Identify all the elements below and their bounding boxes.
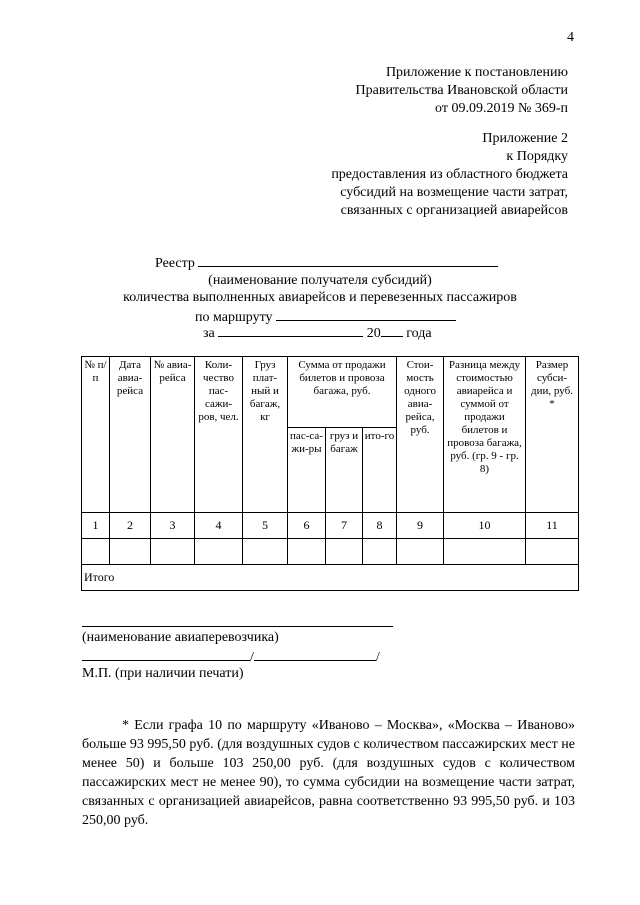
registry-word: Реестр	[155, 256, 195, 271]
header-flight-number: № авиа-рейса	[151, 357, 195, 513]
column-number: 10	[444, 513, 526, 539]
table-cell	[363, 539, 397, 565]
header-subsidy: Размер субси-дии, руб. *	[526, 357, 579, 513]
header-flight-date: Дата авиа-рейса	[110, 357, 151, 513]
signature-separator: /	[250, 650, 254, 665]
header-difference: Разница между стоимостью авиарейса и суммой от продажи билетов и провоза багажа, руб. (гр. 9 - гр. 8)	[444, 357, 526, 513]
header-passenger-count: Коли-чество пас-сажи-ров, чел.	[195, 357, 243, 513]
period-prefix: за	[203, 326, 215, 341]
header-flight-cost: Стои-мость одного авиа-рейса, руб.	[397, 357, 444, 513]
total-label: Итого	[82, 565, 579, 591]
table-row	[82, 539, 579, 565]
carrier-blank-line	[82, 626, 393, 627]
appendix-order-line3: предоставления из областного бюджета	[331, 167, 568, 182]
recipient-blank-line	[198, 252, 498, 267]
appendix-order-line2: к Порядку	[506, 149, 568, 164]
column-number: 9	[397, 513, 444, 539]
table-cell	[110, 539, 151, 565]
name-blank-line	[254, 646, 376, 661]
carrier-hint: (наименование авиаперевозчика)	[82, 630, 279, 645]
total-row	[82, 565, 579, 591]
appendix-order-block	[331, 130, 568, 220]
table-cell	[288, 539, 326, 565]
column-number: 3	[151, 513, 195, 539]
route-label: по маршруту	[195, 310, 273, 325]
year-prefix: 20	[366, 326, 381, 341]
table-cell	[195, 539, 243, 565]
registry-title-line	[155, 252, 498, 273]
column-number-row	[82, 513, 579, 539]
column-number: 8	[363, 513, 397, 539]
table-cell	[397, 539, 444, 565]
appendix-resolution-line2: Правительства Ивановской области	[355, 83, 568, 98]
header-cargo: Груз плат-ный и багаж, кг	[243, 357, 288, 513]
header-total-sum: ито-го	[363, 428, 397, 513]
table-cell	[243, 539, 288, 565]
signature-blank-line	[82, 646, 250, 661]
appendix-resolution-line1: Приложение к постановлению	[385, 65, 568, 80]
year-blank-line	[381, 322, 403, 337]
page-number: 4	[567, 30, 574, 45]
table-cell	[526, 539, 579, 565]
table-cell	[82, 539, 110, 565]
column-number: 1	[82, 513, 110, 539]
column-number: 7	[326, 513, 363, 539]
appendix-order-line1: Приложение 2	[482, 131, 568, 146]
registry-subtitle: количества выполненных авиарейсов и перевезенных пассажиров	[123, 290, 517, 305]
header-passengers-sum: пас-са-жи-ры	[288, 428, 326, 513]
appendix-resolution-line3: от 09.09.2019 № 369-п	[435, 101, 568, 116]
footnote	[82, 716, 575, 830]
period-line	[203, 322, 432, 343]
appendix-resolution-block	[356, 64, 568, 118]
seal-note: М.П. (при наличии печати)	[82, 666, 244, 681]
table-cell	[326, 539, 363, 565]
route-blank-line	[276, 306, 456, 321]
table-cell	[444, 539, 526, 565]
header-cargo-sum: груз и багаж	[326, 428, 363, 513]
column-number: 11	[526, 513, 579, 539]
column-number: 4	[195, 513, 243, 539]
signature-separator-end: /	[375, 650, 380, 665]
header-sales-sum: Сумма от продажи билетов и провоза багажа, руб.	[288, 357, 397, 428]
recipient-hint: (наименование получателя субсидий)	[208, 273, 432, 288]
column-number: 2	[110, 513, 151, 539]
footnote-text: * Если графа 10 по маршруту «Иваново – Москва», «Москва – Иваново» больше 93 995,50 руб. (для воздушных судов с количеством пассажирских мест не менее 50) и больше 103 250,00 руб. (для воздушных судов с количеством пассажирских мест не менее 90), то сумма субсидии на возмещение части затрат, связанных с организацией авиарейсов, равна соответственно 93 995,50 руб. и 103 250,00 руб.	[82, 718, 575, 828]
column-number: 6	[288, 513, 326, 539]
appendix-order-line5: связанных с организацией авиарейсов	[340, 203, 568, 218]
header-num: № п/п	[82, 357, 110, 513]
column-number: 5	[243, 513, 288, 539]
table-cell	[151, 539, 195, 565]
appendix-order-line4: субсидий на возмещение части затрат,	[340, 185, 568, 200]
table-header-row	[82, 357, 579, 428]
registry-table	[81, 356, 579, 591]
year-suffix: года	[406, 326, 432, 341]
period-blank-line	[218, 322, 363, 337]
